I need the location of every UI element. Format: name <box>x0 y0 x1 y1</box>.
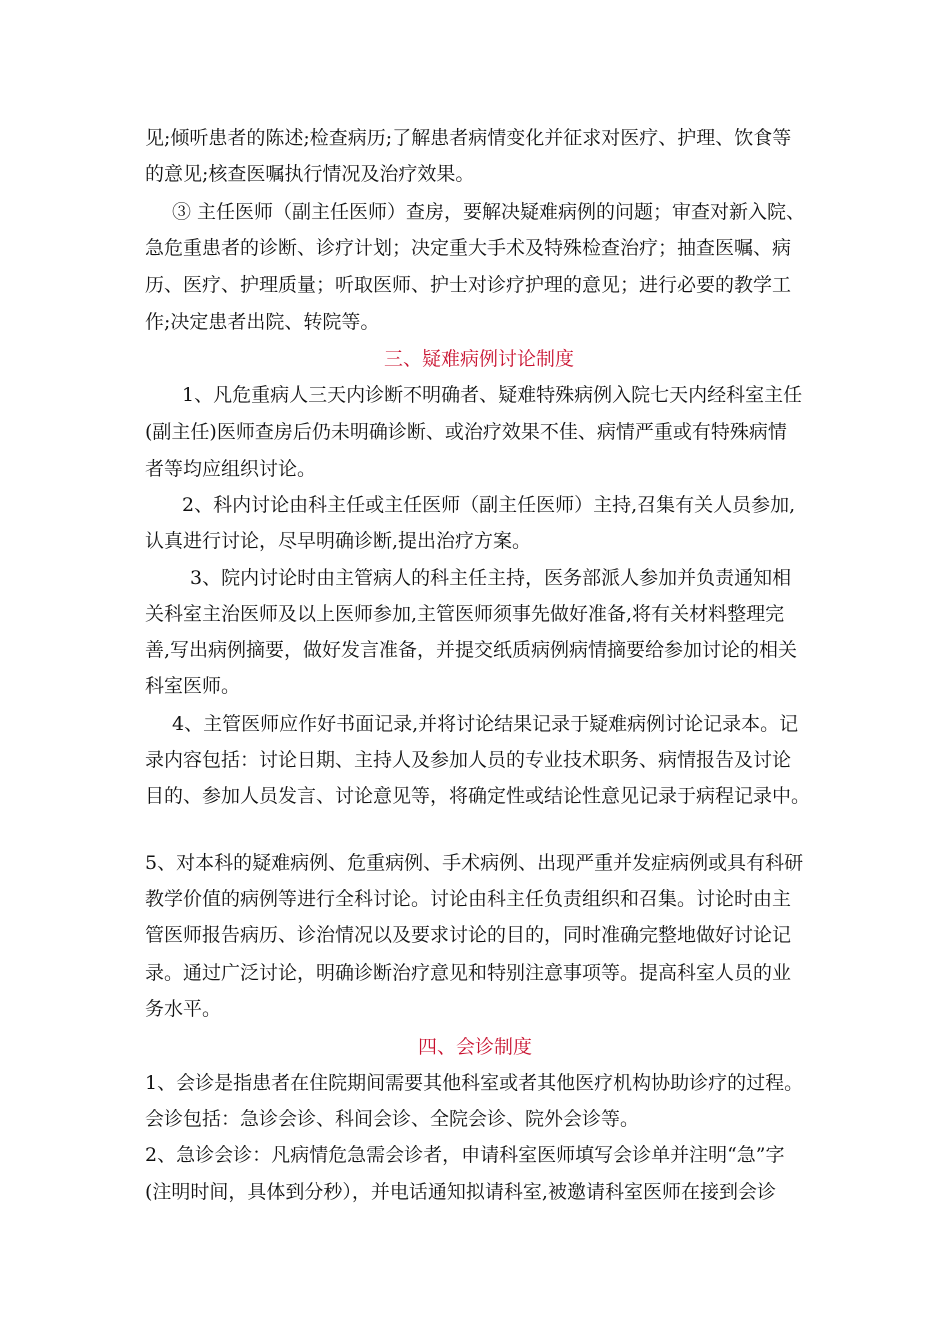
paragraph-line: 2、急诊会诊：凡病情危急需会诊者，申请科室医师填写会诊单并注明“急”字 <box>145 1144 785 1166</box>
paragraph-line: 教学价值的病例等进行全科讨论。讨论由科主任负责组织和召集。讨论时由主 <box>145 888 792 910</box>
paragraph-line: 的意见;核查医嘱执行情况及治疗效果。 <box>145 163 475 185</box>
paragraph-line: 会诊包括：急诊会诊、科间会诊、全院会诊、院外会诊等。 <box>145 1108 640 1130</box>
paragraph-line: (副主任)医师查房后仍未明确诊断、或治疗效果不佳、病情严重或有特殊病情 <box>145 421 787 443</box>
paragraph-line: 作;决定患者出院、转院等。 <box>145 311 380 333</box>
paragraph-line: 历、医疗、护理质量；听取医师、护士对诊疗护理的意见；进行必要的教学工 <box>145 274 792 296</box>
paragraph-line: 3、院内讨论时由主管病人的科主任主持，医务部派人参加并负责通知相 <box>190 567 792 589</box>
paragraph-line: 1、会诊是指患者在住院期间需要其他科室或者其他医疗机构协助诊疗的过程。 <box>145 1072 804 1094</box>
paragraph-line: 目的、参加人员发言、讨论意见等，将确定性或结论性意见记录于病程记录中。 <box>145 785 811 807</box>
paragraph-line: 认真进行讨论，尽早明确诊断,提出治疗方案。 <box>145 530 532 552</box>
paragraph-line: 4、主管医师应作好书面记录,并将讨论结果记录于疑难病例讨论记录本。记 <box>172 713 799 735</box>
paragraph-line: 5、对本科的疑难病例、危重病例、手术病例、出现严重并发症病例或具有科研 <box>145 852 804 874</box>
paragraph-line: (注明时间，具体到分秒），并电话通知拟请科室,被邀请科室医师在接到会诊 <box>145 1181 776 1203</box>
paragraph-line: 管医师报告病历、诊治情况以及要求讨论的目的，同时准确完整地做好讨论记 <box>145 924 792 946</box>
paragraph-line: 者等均应组织讨论。 <box>145 458 317 480</box>
paragraph-line: 1、凡危重病人三天内诊断不明确者、疑难特殊病例入院七天内经科室主任 <box>182 384 803 406</box>
paragraph-line: 关科室主治医师及以上医师参加,主管医师须事先做好准备,将有关材料整理完 <box>145 603 785 625</box>
section-heading: 三、疑难病例讨论制度 <box>384 348 575 370</box>
paragraph-line: 见;倾听患者的陈述;检查病历;了解患者病情变化并征求对医疗、护理、饮食等 <box>145 127 792 149</box>
paragraph-line: 科室医师。 <box>145 675 241 697</box>
paragraph-line: 2、科内讨论由科主任或主任医师（副主任医师）主持,召集有关人员参加, <box>182 494 796 516</box>
paragraph-line: 务水平。 <box>145 998 222 1020</box>
paragraph-line: 善,写出病例摘要，做好发言准备，并提交纸质病例病情摘要给参加讨论的相关 <box>145 639 798 661</box>
paragraph-line: 录内容包括：讨论日期、主持人及参加人员的专业技术职务、病情报告及讨论 <box>145 749 792 771</box>
paragraph-line: 录。通过广泛讨论，明确诊断治疗意见和特别注意事项等。提高科室人员的业 <box>145 962 792 984</box>
section-heading: 四、会诊制度 <box>418 1036 533 1058</box>
paragraph-line: 急危重患者的诊断、诊疗计划；决定重大手术及特殊检查治疗；抽查医嘱、病 <box>145 237 792 259</box>
paragraph-line: ③ 主任医师（副主任医师）查房，要解决疑难病例的问题；审查对新入院、 <box>172 201 806 223</box>
